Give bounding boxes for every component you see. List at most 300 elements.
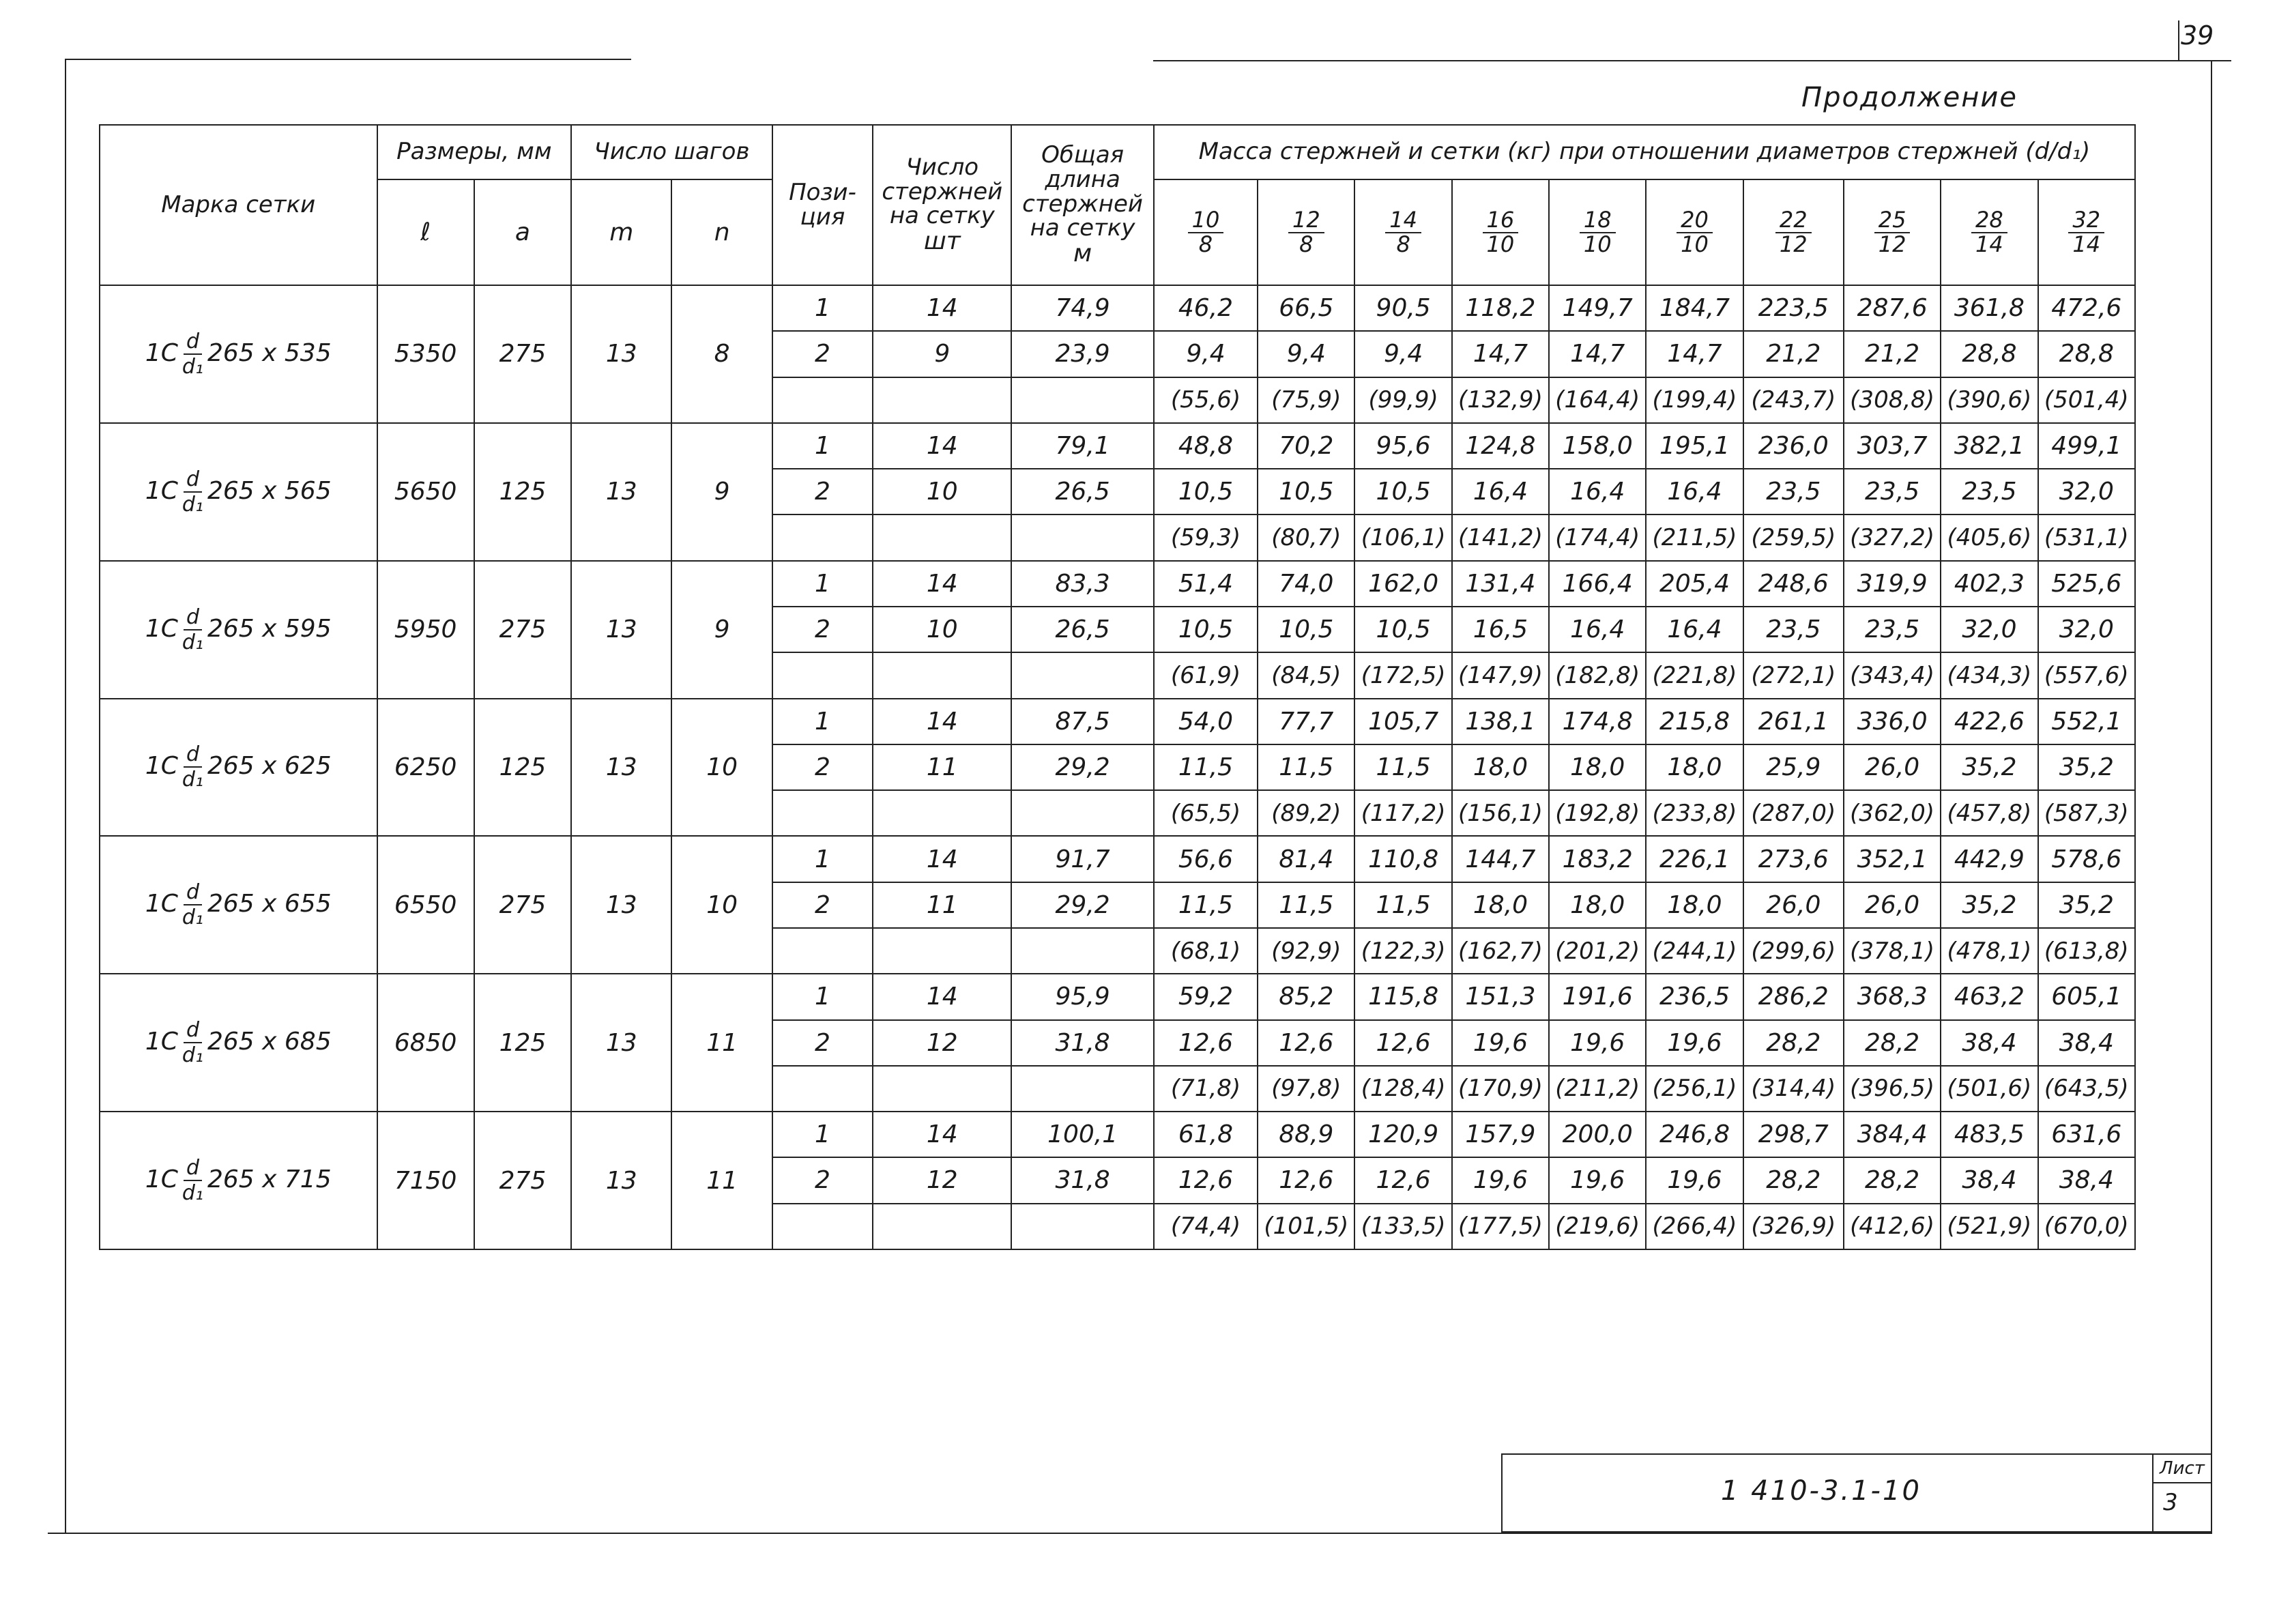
- mass-cell: 287,6: [1844, 285, 1941, 331]
- mesh-total-cell: (201,2): [1549, 928, 1646, 974]
- mass-cell: 46,2: [1154, 285, 1258, 331]
- mark-prefix: 1С: [145, 1165, 178, 1194]
- mesh-n: 10: [671, 699, 772, 837]
- mass-cell: 463,2: [1941, 974, 2037, 1019]
- mesh-total-cell: (68,1): [1154, 928, 1258, 974]
- header-ratio: [1941, 179, 2037, 285]
- mesh-total-cell: (99,9): [1354, 377, 1451, 423]
- mass-cell: 19,6: [1549, 1157, 1646, 1203]
- mesh-total-cell: (327,2): [1844, 514, 1941, 560]
- mass-cell: 35,2: [1941, 882, 2037, 928]
- mass-cell: 32,0: [2038, 469, 2135, 514]
- mesh-total-cell: (199,4): [1646, 377, 1743, 423]
- table-row: [100, 285, 2135, 331]
- mass-cell: 9,4: [1258, 331, 1354, 377]
- mass-cell: 21,2: [1743, 331, 1844, 377]
- mass-cell: 85,2: [1258, 974, 1354, 1019]
- mesh-total-cell: (299,6): [1743, 928, 1844, 974]
- position-cell: 1: [772, 974, 873, 1019]
- ratio-den: 10: [1583, 231, 1612, 257]
- count-cell: 14: [873, 561, 1011, 607]
- mesh-total-cell: (390,6): [1941, 377, 2037, 423]
- position-cell: 2: [772, 744, 873, 790]
- ratio-den: 10: [1486, 231, 1515, 257]
- mass-cell: 95,6: [1354, 423, 1451, 469]
- mass-cell: 499,1: [2038, 423, 2135, 469]
- mass-cell: 10,5: [1154, 607, 1258, 652]
- header-length: [1011, 125, 1153, 285]
- mass-cell: 28,2: [1844, 1157, 1941, 1203]
- ratio-num: 32: [2068, 209, 2104, 233]
- mass-cell: 422,6: [1941, 699, 2037, 744]
- mesh-l: 5350: [377, 285, 474, 423]
- header-ratio: [1154, 179, 1258, 285]
- mesh-total-cell: (147,9): [1452, 652, 1549, 698]
- mass-cell: 215,8: [1646, 699, 1743, 744]
- mass-cell: 28,2: [1743, 1020, 1844, 1066]
- position-cell: 1: [772, 699, 873, 744]
- mark-fraction-num: d: [184, 605, 202, 630]
- ratio-num: 16: [1483, 209, 1519, 233]
- length-cell: 23,9: [1011, 331, 1153, 377]
- length-cell-empty: [1011, 514, 1153, 560]
- header-dims: Размеры, мм: [377, 125, 572, 179]
- mass-cell: 336,0: [1844, 699, 1941, 744]
- mass-cell: 90,5: [1354, 285, 1451, 331]
- mass-cell: 16,4: [1549, 469, 1646, 514]
- header-step-n: n: [671, 179, 772, 285]
- mass-cell: 51,4: [1154, 561, 1258, 607]
- mesh-l: 6850: [377, 974, 474, 1112]
- mesh-total-cell: (61,9): [1154, 652, 1258, 698]
- mass-cell: 38,4: [1941, 1157, 2037, 1203]
- length-cell: 31,8: [1011, 1157, 1153, 1203]
- mass-cell: 10,5: [1258, 469, 1354, 514]
- mesh-total-cell: (192,8): [1549, 790, 1646, 836]
- mass-cell: 191,6: [1549, 974, 1646, 1019]
- mass-cell: 32,0: [1941, 607, 2037, 652]
- mesh-total-cell: (71,8): [1154, 1066, 1258, 1112]
- mark-fraction: [182, 742, 203, 792]
- mass-cell: 19,6: [1646, 1020, 1743, 1066]
- count-cell: 12: [873, 1020, 1011, 1066]
- count-cell-empty: [873, 1204, 1011, 1249]
- mesh-n: 11: [671, 974, 772, 1112]
- mass-cell: 10,5: [1354, 607, 1451, 652]
- mesh-total-cell: (174,4): [1549, 514, 1646, 560]
- mass-cell: 105,7: [1354, 699, 1451, 744]
- header-ratio: [1452, 179, 1549, 285]
- mesh-total-cell: (182,8): [1549, 652, 1646, 698]
- mass-cell: 28,8: [2038, 331, 2135, 377]
- ratio-num: 10: [1188, 209, 1224, 233]
- mesh-total-cell: (362,0): [1844, 790, 1941, 836]
- mesh-spec-table: [99, 124, 2136, 1250]
- mesh-a: 275: [474, 1112, 571, 1249]
- mesh-total-cell: (141,2): [1452, 514, 1549, 560]
- mass-cell: 183,2: [1549, 836, 1646, 882]
- mass-cell: 28,8: [1941, 331, 2037, 377]
- mass-cell: 303,7: [1844, 423, 1941, 469]
- mesh-total-cell: (670,0): [2038, 1204, 2135, 1249]
- mark-prefix: 1С: [145, 614, 178, 643]
- mesh-a: 125: [474, 974, 571, 1112]
- ratio-den: 12: [1779, 231, 1808, 257]
- mesh-total-cell: (501,4): [2038, 377, 2135, 423]
- header-steps: Число шагов: [571, 125, 772, 179]
- length-cell: 74,9: [1011, 285, 1153, 331]
- position-cell: 1: [772, 561, 873, 607]
- mesh-total-cell: (65,5): [1154, 790, 1258, 836]
- mark-size: 265 x 685: [207, 1028, 332, 1056]
- position-cell-empty: [772, 1204, 873, 1249]
- mass-cell: 25,9: [1743, 744, 1844, 790]
- header-length-label: Общая длина стержней на сетку: [1022, 141, 1144, 242]
- mesh-total-cell: (164,4): [1549, 377, 1646, 423]
- mesh-a: 275: [474, 836, 571, 974]
- mesh-total-cell: (89,2): [1258, 790, 1354, 836]
- mesh-l: 5650: [377, 423, 474, 561]
- sheet-number: 3: [2163, 1489, 2178, 1516]
- mass-cell: 81,4: [1258, 836, 1354, 882]
- mass-cell: 19,6: [1452, 1020, 1549, 1066]
- page-number: 39: [2181, 20, 2214, 50]
- mesh-total-cell: (272,1): [1743, 652, 1844, 698]
- mass-cell: 28,2: [1743, 1157, 1844, 1203]
- length-cell-empty: [1011, 652, 1153, 698]
- mesh-total-cell: (243,7): [1743, 377, 1844, 423]
- mesh-total-cell: (170,9): [1452, 1066, 1549, 1112]
- mesh-total-cell: (434,3): [1941, 652, 2037, 698]
- mass-cell: 16,4: [1646, 469, 1743, 514]
- position-cell: 2: [772, 1157, 873, 1203]
- mass-cell: 21,2: [1844, 331, 1941, 377]
- mesh-total-cell: (74,4): [1154, 1204, 1258, 1249]
- mesh-l: 6550: [377, 836, 474, 974]
- mark-fraction-num: d: [184, 742, 202, 768]
- ratio-den: 12: [1878, 231, 1906, 257]
- mesh-m: 13: [571, 1112, 671, 1249]
- position-cell-empty: [772, 928, 873, 974]
- mass-cell: 19,6: [1452, 1157, 1549, 1203]
- mass-cell: 54,0: [1154, 699, 1258, 744]
- document-code: 1 410-3.1-10: [1721, 1475, 1921, 1507]
- mesh-total-cell: (613,8): [2038, 928, 2135, 974]
- mesh-n: 10: [671, 836, 772, 974]
- mass-cell: 66,5: [1258, 285, 1354, 331]
- mesh-total-cell: (326,9): [1743, 1204, 1844, 1249]
- mark-fraction-den: d₁: [182, 905, 203, 930]
- mark-fraction-num: d: [184, 880, 202, 905]
- mass-cell: 261,1: [1743, 699, 1844, 744]
- mesh-total-cell: (106,1): [1354, 514, 1451, 560]
- mass-cell: 236,0: [1743, 423, 1844, 469]
- mass-cell: 32,0: [2038, 607, 2135, 652]
- mass-cell: 226,1: [1646, 836, 1743, 882]
- mass-cell: 382,1: [1941, 423, 2037, 469]
- header-ratio: [1258, 179, 1354, 285]
- position-cell: 1: [772, 1112, 873, 1157]
- mesh-m: 13: [571, 285, 671, 423]
- position-cell: 2: [772, 469, 873, 514]
- header-ratio: [1549, 179, 1646, 285]
- count-cell-empty: [873, 790, 1011, 836]
- mark-prefix: 1С: [145, 476, 178, 505]
- mass-cell: 12,6: [1258, 1020, 1354, 1066]
- ratio-den: 10: [1681, 231, 1709, 257]
- mesh-total-cell: (80,7): [1258, 514, 1354, 560]
- mark-size: 265 x 715: [207, 1165, 332, 1194]
- mass-cell: 16,4: [1646, 607, 1743, 652]
- mass-cell: 361,8: [1941, 285, 2037, 331]
- mesh-total-cell: (92,9): [1258, 928, 1354, 974]
- mesh-n: 9: [671, 423, 772, 561]
- mass-cell: 151,3: [1452, 974, 1549, 1019]
- mass-cell: 59,2: [1154, 974, 1258, 1019]
- mass-cell: 138,1: [1452, 699, 1549, 744]
- length-cell: 79,1: [1011, 423, 1153, 469]
- count-cell-empty: [873, 1066, 1011, 1112]
- mass-cell: 28,2: [1844, 1020, 1941, 1066]
- mass-cell: 38,4: [2038, 1157, 2135, 1203]
- mesh-mark: [100, 699, 377, 837]
- mass-cell: 16,4: [1452, 469, 1549, 514]
- mesh-l: 6250: [377, 699, 474, 837]
- header-mass: Масса стержней и сетки (кг) при отношении диаметров стержней (d/d₁): [1154, 125, 2135, 179]
- mass-cell: 19,6: [1646, 1157, 1743, 1203]
- count-cell: 10: [873, 469, 1011, 514]
- page-corner-mark: [2178, 20, 2179, 60]
- position-cell: 2: [772, 882, 873, 928]
- mesh-total-cell: (587,3): [2038, 790, 2135, 836]
- ratio-num: 14: [1385, 209, 1421, 233]
- header-dim-a: a: [474, 179, 571, 285]
- mark-size: 265 x 565: [207, 476, 332, 505]
- mass-cell: 12,6: [1354, 1020, 1451, 1066]
- mesh-l: 7150: [377, 1112, 474, 1249]
- header-count: [873, 125, 1011, 285]
- mass-cell: 23,5: [1743, 607, 1844, 652]
- mark-fraction-num: d: [184, 330, 202, 355]
- mass-cell: 18,0: [1646, 882, 1743, 928]
- count-cell: 12: [873, 1157, 1011, 1203]
- mass-cell: 26,0: [1844, 882, 1941, 928]
- mass-cell: 184,7: [1646, 285, 1743, 331]
- position-cell: 1: [772, 836, 873, 882]
- mesh-mark: [100, 285, 377, 423]
- mesh-total-cell: (259,5): [1743, 514, 1844, 560]
- mesh-total-cell: (643,5): [2038, 1066, 2135, 1112]
- position-cell: 1: [772, 285, 873, 331]
- mass-cell: 166,4: [1549, 561, 1646, 607]
- mesh-total-cell: (457,8): [1941, 790, 2037, 836]
- mesh-total-cell: (122,3): [1354, 928, 1451, 974]
- table-header: [100, 125, 2135, 285]
- mass-cell: 118,2: [1452, 285, 1549, 331]
- mesh-total-cell: (266,4): [1646, 1204, 1743, 1249]
- count-cell: 14: [873, 836, 1011, 882]
- mesh-total-cell: (75,9): [1258, 377, 1354, 423]
- mass-cell: 18,0: [1452, 882, 1549, 928]
- position-cell: 2: [772, 1020, 873, 1066]
- mark-fraction-den: d₁: [182, 1181, 203, 1206]
- mesh-m: 13: [571, 836, 671, 974]
- mass-cell: 205,4: [1646, 561, 1743, 607]
- mesh-mark: [100, 561, 377, 699]
- mass-cell: 16,4: [1549, 607, 1646, 652]
- mesh-total-cell: (59,3): [1154, 514, 1258, 560]
- mass-cell: 18,0: [1549, 882, 1646, 928]
- mark-fraction-den: d₁: [182, 630, 203, 654]
- length-cell-empty: [1011, 377, 1153, 423]
- count-cell: 10: [873, 607, 1011, 652]
- count-cell-empty: [873, 377, 1011, 423]
- table-row: [100, 836, 2135, 882]
- mesh-total-cell: (162,7): [1452, 928, 1549, 974]
- ratio-num: 22: [1775, 209, 1812, 233]
- mesh-m: 13: [571, 699, 671, 837]
- mass-cell: 319,9: [1844, 561, 1941, 607]
- position-cell-empty: [772, 790, 873, 836]
- mass-cell: 10,5: [1258, 607, 1354, 652]
- mark-size: 265 x 655: [207, 890, 332, 918]
- mass-cell: 157,9: [1452, 1112, 1549, 1157]
- mass-cell: 110,8: [1354, 836, 1451, 882]
- mass-cell: 442,9: [1941, 836, 2037, 882]
- mark-fraction-den: d₁: [182, 354, 203, 379]
- continuation-label: Продолжение: [1801, 82, 2018, 113]
- mass-cell: 88,9: [1258, 1112, 1354, 1157]
- mesh-mark: [100, 836, 377, 974]
- mass-cell: 26,0: [1844, 744, 1941, 790]
- mass-cell: 14,7: [1549, 331, 1646, 377]
- mesh-total-cell: (177,5): [1452, 1204, 1549, 1249]
- mass-cell: 149,7: [1549, 285, 1646, 331]
- header-ratio: [1743, 179, 1844, 285]
- position-cell-empty: [772, 514, 873, 560]
- count-cell: 14: [873, 285, 1011, 331]
- mark-prefix: 1С: [145, 890, 178, 918]
- sheet-box: [2152, 1455, 2211, 1534]
- mesh-total-cell: (172,5): [1354, 652, 1451, 698]
- mass-cell: 578,6: [2038, 836, 2135, 882]
- mesh-total-cell: (233,8): [1646, 790, 1743, 836]
- header-ratio: [1844, 179, 1941, 285]
- mesh-total-cell: (128,4): [1354, 1066, 1451, 1112]
- mass-cell: 56,6: [1154, 836, 1258, 882]
- ratio-num: 20: [1677, 209, 1713, 233]
- mesh-total-cell: (478,1): [1941, 928, 2037, 974]
- mass-cell: 23,5: [1844, 607, 1941, 652]
- mass-cell: 174,8: [1549, 699, 1646, 744]
- mark-prefix: 1С: [145, 1028, 178, 1056]
- ratio-num: 12: [1288, 209, 1324, 233]
- mass-cell: 11,5: [1258, 882, 1354, 928]
- mass-cell: 120,9: [1354, 1112, 1451, 1157]
- mass-cell: 35,2: [2038, 882, 2135, 928]
- mark-fraction: [182, 605, 203, 654]
- ratio-den: 8: [1396, 231, 1410, 257]
- mass-cell: 18,0: [1646, 744, 1743, 790]
- mass-cell: 144,7: [1452, 836, 1549, 882]
- mass-cell: 352,1: [1844, 836, 1941, 882]
- mass-cell: 200,0: [1549, 1112, 1646, 1157]
- length-cell: 87,5: [1011, 699, 1153, 744]
- mass-cell: 35,2: [2038, 744, 2135, 790]
- mass-cell: 74,0: [1258, 561, 1354, 607]
- mass-cell: 12,6: [1258, 1157, 1354, 1203]
- length-cell-empty: [1011, 790, 1153, 836]
- mesh-total-cell: (132,9): [1452, 377, 1549, 423]
- mesh-total-cell: (156,1): [1452, 790, 1549, 836]
- ratio-den: 8: [1299, 231, 1314, 257]
- table-row: [100, 699, 2135, 744]
- count-cell-empty: [873, 514, 1011, 560]
- frame-top-right: [1153, 60, 2231, 61]
- mass-cell: 10,5: [1154, 469, 1258, 514]
- mass-cell: 26,0: [1743, 882, 1844, 928]
- mass-cell: 9,4: [1154, 331, 1258, 377]
- mass-cell: 11,5: [1354, 744, 1451, 790]
- mass-cell: 12,6: [1154, 1157, 1258, 1203]
- count-cell: 11: [873, 744, 1011, 790]
- mesh-total-cell: (314,4): [1743, 1066, 1844, 1112]
- header-position: Пози- ция: [772, 125, 873, 285]
- mark-size: 265 x 535: [207, 338, 332, 367]
- mass-cell: 12,6: [1154, 1020, 1258, 1066]
- mesh-a: 125: [474, 423, 571, 561]
- mesh-total-cell: (501,6): [1941, 1066, 2037, 1112]
- mesh-total-cell: (55,6): [1154, 377, 1258, 423]
- length-cell: 31,8: [1011, 1020, 1153, 1066]
- count-cell: 14: [873, 1112, 1011, 1157]
- header-length-unit: м: [1073, 239, 1092, 267]
- mark-fraction: [182, 1018, 203, 1067]
- table-body: [100, 285, 2135, 1249]
- mesh-total-cell: (256,1): [1646, 1066, 1743, 1112]
- position-cell-empty: [772, 377, 873, 423]
- ratio-num: 28: [1971, 209, 2007, 233]
- mark-prefix: 1С: [145, 338, 178, 367]
- mass-cell: 35,2: [1941, 744, 2037, 790]
- mesh-l: 5950: [377, 561, 474, 699]
- mass-cell: 248,6: [1743, 561, 1844, 607]
- mark-fraction: [182, 330, 203, 379]
- mesh-total-cell: (133,5): [1354, 1204, 1451, 1249]
- mark-fraction-den: d₁: [182, 492, 203, 517]
- mesh-total-cell: (97,8): [1258, 1066, 1354, 1112]
- mesh-total-cell: (221,8): [1646, 652, 1743, 698]
- mass-cell: 18,0: [1452, 744, 1549, 790]
- mesh-mark: [100, 423, 377, 561]
- mesh-total-cell: (405,6): [1941, 514, 2037, 560]
- mass-cell: 246,8: [1646, 1112, 1743, 1157]
- length-cell: 29,2: [1011, 882, 1153, 928]
- mesh-total-cell: (308,8): [1844, 377, 1941, 423]
- mass-cell: 18,0: [1549, 744, 1646, 790]
- mesh-total-cell: (287,0): [1743, 790, 1844, 836]
- mark-fraction: [182, 467, 203, 517]
- mass-cell: 384,4: [1844, 1112, 1941, 1157]
- mass-cell: 38,4: [2038, 1020, 2135, 1066]
- mesh-mark: [100, 1112, 377, 1249]
- mass-cell: 11,5: [1154, 744, 1258, 790]
- mass-cell: 552,1: [2038, 699, 2135, 744]
- mass-cell: 402,3: [1941, 561, 2037, 607]
- mass-cell: 236,5: [1646, 974, 1743, 1019]
- mesh-total-cell: (378,1): [1844, 928, 1941, 974]
- table-row: [100, 561, 2135, 607]
